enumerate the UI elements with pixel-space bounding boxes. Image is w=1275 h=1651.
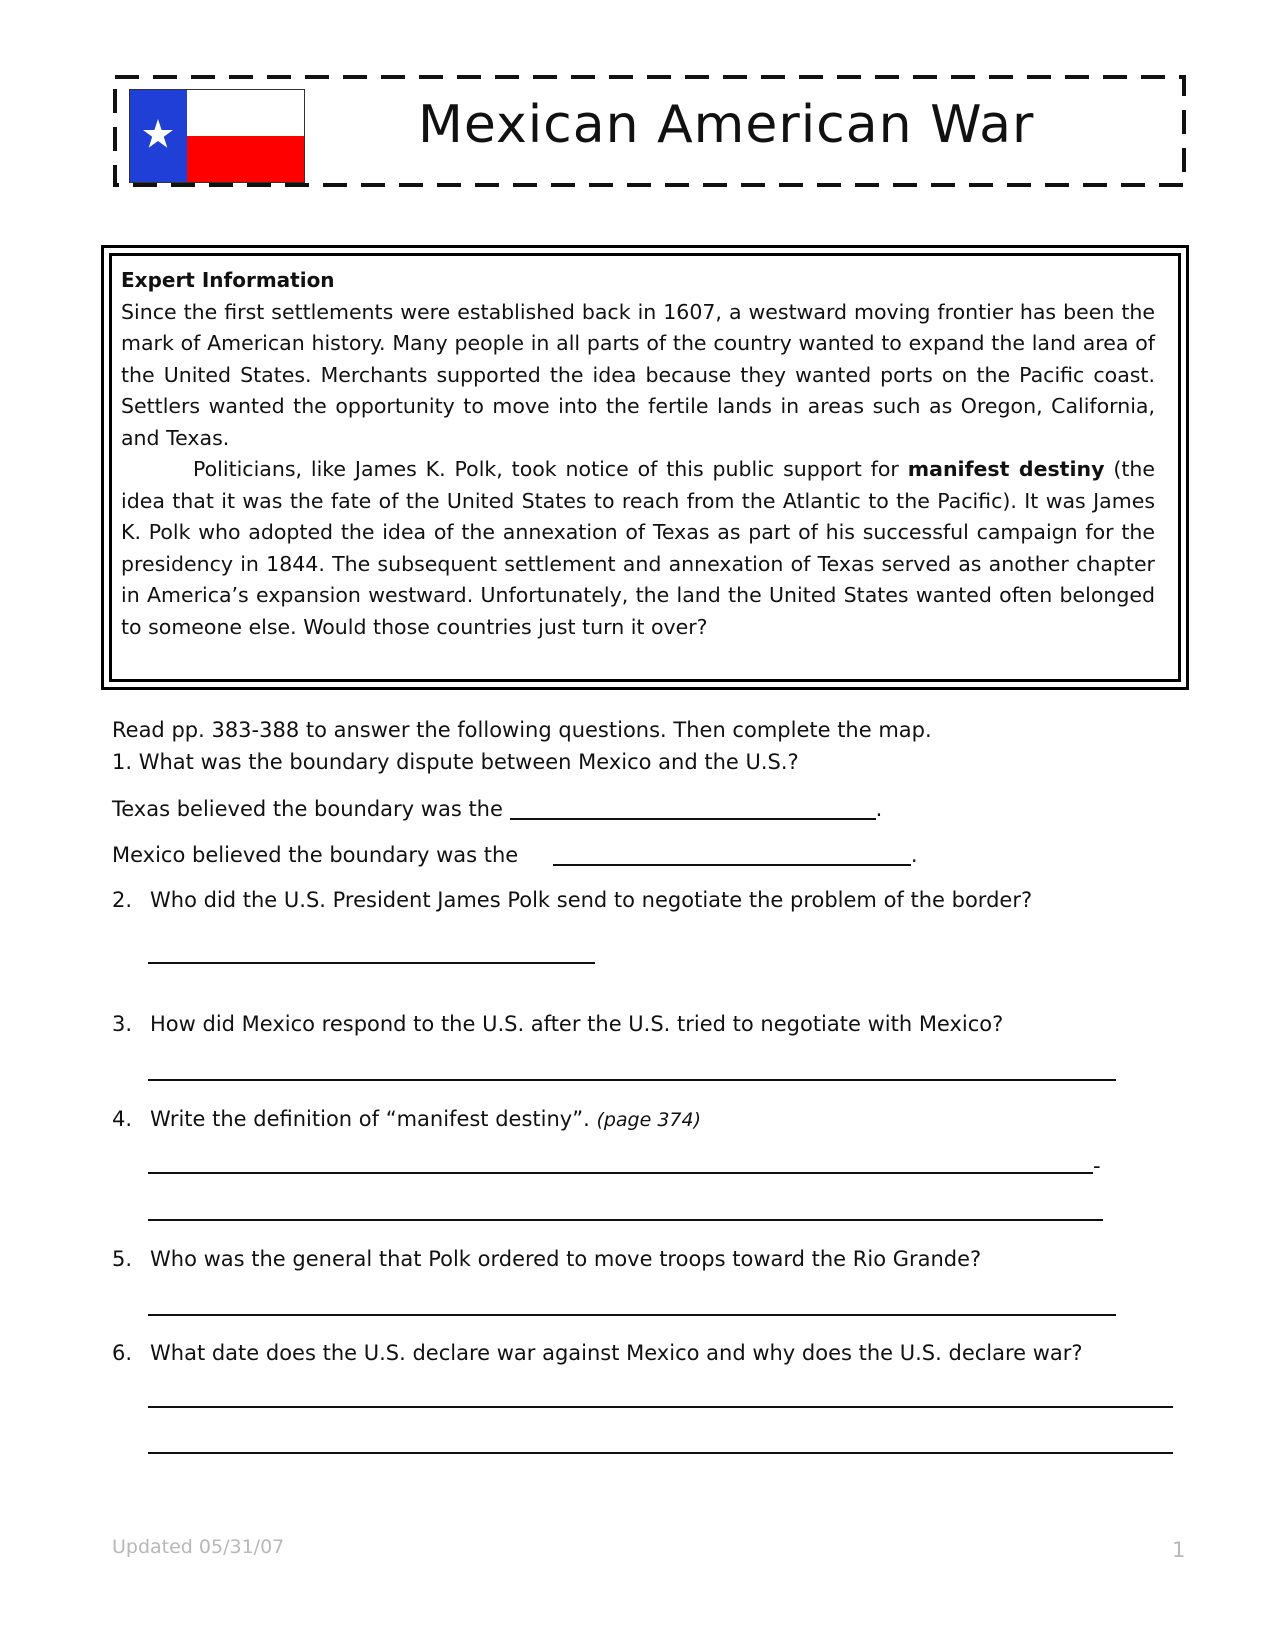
question-5 bbox=[112, 1245, 981, 1273]
page-number: 1 bbox=[1172, 1538, 1186, 1562]
answer-line-5[interactable] bbox=[148, 1314, 1116, 1316]
title-banner bbox=[113, 75, 1186, 187]
question-6 bbox=[112, 1339, 1083, 1367]
answer-line-6a[interactable] bbox=[148, 1406, 1173, 1408]
instructions: Read pp. 383-388 to answer the following questions. Then complete the map. bbox=[112, 718, 932, 742]
answer-line-3[interactable] bbox=[148, 1079, 1116, 1081]
question-3-text: How did Mexico respond to the U.S. after the U.S. tried to negotiate with Mexico? bbox=[150, 1012, 1004, 1036]
texas-boundary-blank[interactable] bbox=[510, 794, 876, 820]
question-2 bbox=[112, 886, 1032, 914]
period: . bbox=[875, 797, 883, 821]
expert-information-box bbox=[101, 245, 1189, 690]
period: . bbox=[910, 843, 918, 867]
expert-paragraph-1: Since the first settlements were established back in 1607, a westward moving frontier has been the mark of American history. Many people in all parts of the country wanted to expand the land area of the United States. Merchants supported the idea because they wanted ports on the Pacific coast. Settlers wanted the opportunity to move into the fertile lands in areas such as Oregon, California, and Texas. bbox=[121, 299, 1155, 450]
question-1-texas bbox=[112, 794, 882, 823]
question-5-number: 5. bbox=[112, 1247, 133, 1271]
question-1: 1. What was the boundary dispute between Mexico and the U.S.? bbox=[112, 750, 799, 774]
question-4-page-ref: (page 374) bbox=[596, 1109, 702, 1131]
expert-content bbox=[121, 265, 1155, 643]
page-title: Mexican American War bbox=[418, 95, 1035, 155]
answer-line-4b[interactable] bbox=[148, 1219, 1103, 1221]
question-4 bbox=[112, 1105, 701, 1134]
question-4-text: Write the definition of “manifest destiny”. bbox=[150, 1107, 597, 1131]
question-4-number: 4. bbox=[112, 1107, 133, 1131]
para2-start: Politicians, like James K. Polk, took notice of this public support for bbox=[193, 457, 908, 481]
question-6-number: 6. bbox=[112, 1341, 133, 1365]
manifest-destiny-term: manifest destiny bbox=[907, 457, 1105, 481]
mexico-boundary-blank[interactable] bbox=[553, 840, 911, 866]
texas-boundary-label: Texas believed the boundary was the bbox=[112, 797, 510, 821]
question-6-text: What date does the U.S. declare war against Mexico and why does the U.S. declare war? bbox=[150, 1341, 1083, 1365]
question-3 bbox=[112, 1010, 1003, 1038]
texas-flag-icon bbox=[129, 89, 305, 183]
answer-line-6b[interactable] bbox=[148, 1452, 1173, 1454]
expert-paragraph-2 bbox=[121, 454, 1155, 643]
expert-heading: Expert Information bbox=[121, 268, 335, 292]
mexico-boundary-label: Mexico believed the boundary was the bbox=[112, 843, 525, 867]
answer-line-4a-dash: - bbox=[1093, 1154, 1101, 1178]
question-2-number: 2. bbox=[112, 888, 133, 912]
question-5-text: Who was the general that Polk ordered to move troops toward the Rio Grande? bbox=[150, 1247, 982, 1271]
updated-date: Updated 05/31/07 bbox=[112, 1536, 285, 1558]
answer-line-2[interactable] bbox=[148, 962, 595, 964]
question-3-number: 3. bbox=[112, 1012, 133, 1036]
question-2-text: Who did the U.S. President James Polk send to negotiate the problem of the border? bbox=[150, 888, 1033, 912]
answer-line-4a[interactable] bbox=[148, 1172, 1093, 1174]
para2-end: (the idea that it was the fate of the United States to reach from the Atlantic to the Pacific). It was James K. Polk who adopted the idea of the annexation of Texas as part of his successful campaign for the presidency in 1844. The subsequent settlement and annexation of Texas served as another chapter in America’s expansion westward. Unfortunately, the land the United States wanted often belonged to someone else. Would those countries just turn it over? bbox=[121, 457, 1155, 639]
question-1-mexico bbox=[112, 840, 918, 869]
